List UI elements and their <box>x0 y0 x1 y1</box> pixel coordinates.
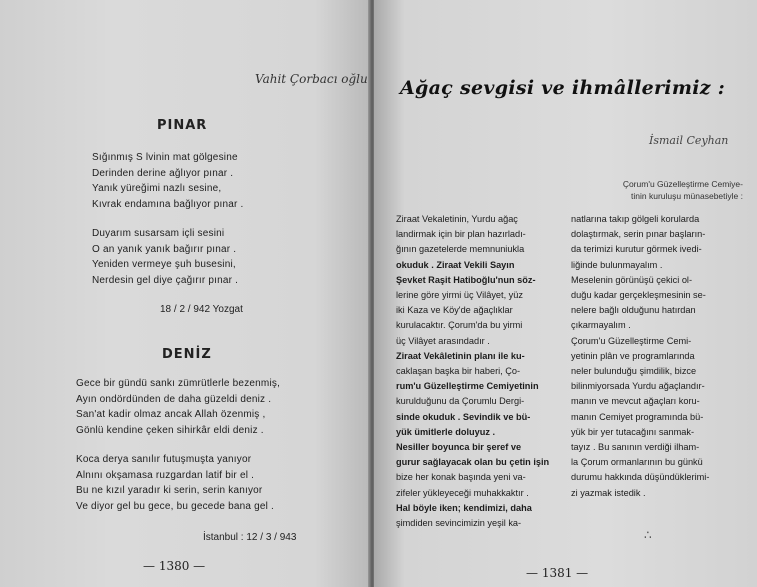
text-line: üç Vilâyet arasındadır . <box>396 335 490 346</box>
poem-line: O an yanık yanık bağırır pınar . <box>92 243 237 255</box>
deniz-stanza-2 <box>76 452 274 514</box>
text-line: Şevket Raşit Hatiboğlu'nun söz- <box>396 274 536 285</box>
text-line: ğının gazetelerde memnuniukla <box>396 244 525 255</box>
poem-line: Ayın ondördünden de daha güzeldi deniz . <box>76 393 272 405</box>
text-line: neler bulunduğu şimdilik, bizce <box>571 366 697 377</box>
text-line: duğu kadar gerçekleşmesinin se- <box>571 290 706 301</box>
note-line: tinin kuruluşu münasebetiyle : <box>631 191 743 201</box>
text-line: liğinde bulunmayalım . <box>571 259 663 270</box>
text-line: natlarına takıp gölgeli korularda <box>571 214 700 224</box>
deniz-stanza-1 <box>76 376 280 438</box>
text-line: caklaşan başka bir haberi, Ço- <box>396 366 521 377</box>
poem-line: Ve diyor gel bu gece, bu gecede bana gel . <box>76 500 274 512</box>
poem-line: Duyarım susarsam içli sesini <box>92 228 225 239</box>
pinar-stanza-1 <box>92 150 243 212</box>
poem-line: San'at kadir olmaz ancak Allah özenmiş , <box>76 409 266 420</box>
poem-title-deniz: DENİZ <box>162 347 212 362</box>
text-line: kurulduğunu da Çorumlu Dergi- <box>396 396 525 407</box>
text-line: Ziraat Vekaletinin, Yurdu ağaç <box>396 214 518 224</box>
article-column-1 <box>396 212 549 531</box>
text-line: yük bir yer tutacağını sanmak- <box>571 426 695 437</box>
text-line: yetinin plân ve programlarında <box>571 350 695 361</box>
text-line: zi yazmak istedik . <box>571 487 646 498</box>
poem-line: Gönlü kendine çeken sihirkâr eldi deniz . <box>76 424 264 436</box>
text-line: gurur sağlayacak olan bu çetin işin <box>396 457 550 468</box>
poem-line: Koca derya sanılır futuşmuşta yanıyor <box>76 454 252 465</box>
poem-date: İstanbul : 12 / 3 / 943 <box>203 532 297 543</box>
poem-line: Bu ne kızıl yaradır ki serin, serin kanıyor <box>76 485 263 496</box>
text-line: lerine göre yirmi üç Vilâyet, yüz <box>396 290 523 301</box>
ornament-dots: ∴ <box>644 528 654 542</box>
poem-line: Sığınmış S lvinin mat gölgesine <box>92 152 238 163</box>
text-line: bize her konak başında yeni va- <box>396 472 526 483</box>
text-line: iki Kaza ve Köy'de ağaçlıklar <box>396 305 513 316</box>
text-line: çıkarmayalım . <box>571 320 631 331</box>
text-line: Çorum'u Güzelleştirme Cemi- <box>571 335 692 346</box>
right-page <box>374 0 757 587</box>
poem-line: Nerdesin gel diye çağırır pınar . <box>92 274 239 286</box>
text-line: la Çorum ormanlarının bu günkü <box>571 457 703 468</box>
poem-line: Alnını okşamasa ruzgardan latif bir el . <box>76 469 255 481</box>
poem-date: 18 / 2 / 942 Yozgat <box>160 304 243 315</box>
article-title: Ağaç sevgisi ve ihmâllerimiz : <box>400 77 726 99</box>
note-line: Çorum'u Güzelleştirme Cemiye- <box>622 179 743 189</box>
text-line: dolaştırmak, serin pınar başların- <box>571 229 706 240</box>
left-page <box>0 0 370 587</box>
article-author: İsmail Ceyhan <box>649 134 729 147</box>
text-line: Ziraat Vekâletinin planı ile ku- <box>396 350 525 361</box>
text-line: zifeler yükleyeceği muhakkaktır . <box>396 487 529 498</box>
article-column-2 <box>571 212 709 501</box>
text-line: bilinmiyorsada Yurdu ağaçlandır- <box>571 381 705 392</box>
article-note <box>623 178 743 202</box>
poem-line: Yeniden vermeye şuh busesini, <box>92 259 236 270</box>
page-number: — 1380 — <box>143 559 206 573</box>
text-line: şimdiden sevincimizin yeşil ka- <box>396 518 522 529</box>
text-line: manın Cemiyet programında bü- <box>571 411 704 422</box>
text-line: landirmak için bir plan hazırladı- <box>396 229 526 240</box>
text-line: manın ve mevcut ağaçları koru- <box>571 396 700 407</box>
text-line: tayız . Bu sanının verdiği ilham- <box>571 442 700 453</box>
text-line: durumu hakkında düşündüklerimi- <box>571 472 710 483</box>
text-line: Hal böyle iken; kendimizi, daha <box>396 502 532 513</box>
poem-line: Kıvrak endamına bağlıyor pınar . <box>92 198 244 210</box>
poem-line: Gece bir gündü sankı zümrütlerle bezenmiş, <box>76 378 281 389</box>
text-line: yük ümitlerle doluyuz . <box>396 426 496 437</box>
poet-name: Vahit Çorbacı oğlu <box>255 72 368 86</box>
page-number: — 1381 — <box>526 566 589 580</box>
poem-line: Yanık yüreğimi nazlı sesine, <box>92 183 222 194</box>
poem-title-pinar: PINAR <box>157 118 208 133</box>
text-line: da terimizi kurutur görmek ivedi- <box>571 244 702 255</box>
poem-line: Derinden derine ağlıyor pınar . <box>92 167 234 179</box>
text-line: kurulacaktır. Çorum'da bu yirmi <box>396 320 523 331</box>
text-line: nelere bağlı olduğunu hatırdan <box>571 305 696 316</box>
text-line: sinde okuduk . Sevindik ve bü- <box>396 411 531 422</box>
text-line: Meselenin görünüşü çekici ol- <box>571 274 693 285</box>
text-line: Nesiller boyunca bir şeref ve <box>396 442 522 453</box>
text-line: rum'u Güzelleştirme Cemiyetinin <box>396 381 539 392</box>
pinar-stanza-2 <box>92 226 238 288</box>
text-line: okuduk . Ziraat Vekili Sayın <box>396 259 515 270</box>
